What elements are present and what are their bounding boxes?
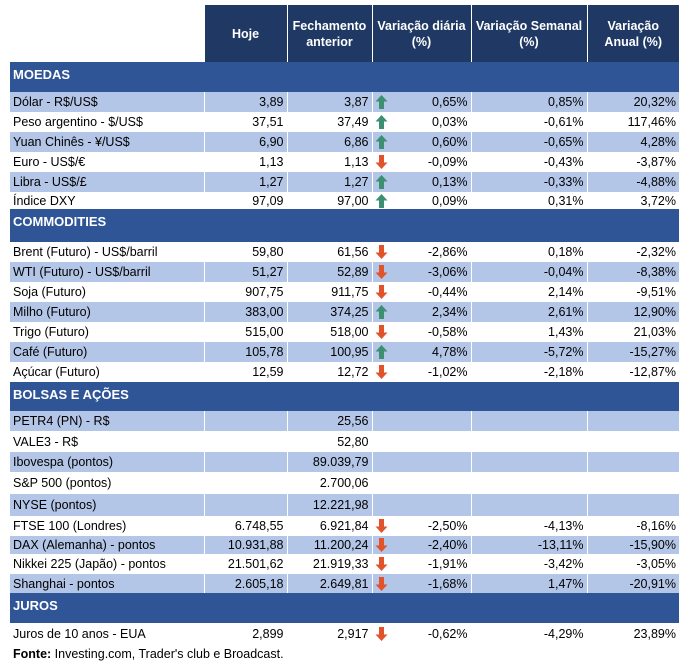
- value-var-semanal: -2,18%: [471, 362, 587, 382]
- arrow-down-icon: [375, 245, 388, 260]
- value-var-diaria: [372, 472, 471, 494]
- var-diaria-text: 4,78%: [432, 345, 468, 359]
- value-hoje: 97,09: [204, 192, 287, 209]
- value-var-diaria: [372, 192, 471, 209]
- table-row: [10, 342, 679, 362]
- value-fechamento: 25,56: [287, 411, 372, 431]
- row-label: FTSE 100 (Londres): [13, 519, 127, 533]
- value-var-diaria: [372, 282, 471, 302]
- table-row: [10, 322, 679, 342]
- value-var-anual: -3,05%: [587, 554, 679, 574]
- value-hoje: [204, 431, 287, 452]
- row-label: VALE3 - R$: [13, 434, 79, 449]
- col-hoje: Hoje: [204, 5, 287, 62]
- market-table: [10, 5, 679, 661]
- header-row: [10, 5, 679, 62]
- value-hoje: 10.931,88: [204, 536, 287, 554]
- value-fechamento: 37,49: [287, 112, 372, 132]
- value-var-diaria: [372, 322, 471, 342]
- table-row: [10, 302, 679, 322]
- value-hoje: 59,80: [204, 242, 287, 262]
- value-fechamento: 11.200,24: [287, 536, 372, 554]
- value-var-diaria: [372, 92, 471, 112]
- row-label: WTI (Futuro) - US$/barril: [10, 262, 204, 282]
- value-hoje: [204, 452, 287, 472]
- value-var-anual: [587, 431, 679, 452]
- value-var-diaria: [372, 132, 471, 152]
- table-row: [10, 92, 679, 112]
- value-hoje: 3,89: [204, 92, 287, 112]
- value-var-diaria: [372, 112, 471, 132]
- table-row: [10, 494, 679, 516]
- var-diaria-text: -1,02%: [427, 365, 468, 379]
- value-var-semanal: [471, 494, 587, 516]
- value-hoje: 6,90: [204, 132, 287, 152]
- row-label: Milho (Futuro): [10, 302, 204, 322]
- value-var-semanal: -0,65%: [471, 132, 587, 152]
- value-var-diaria: [372, 152, 471, 172]
- value-fechamento: 6,86: [287, 132, 372, 152]
- table-row: [10, 623, 679, 645]
- value-hoje: [204, 411, 287, 431]
- table-row: [10, 282, 679, 302]
- value-var-semanal: [471, 452, 587, 472]
- header-blank: [10, 5, 204, 62]
- value-var-diaria: [372, 262, 471, 282]
- value-hoje: 1,13: [204, 152, 287, 172]
- value-fechamento: 12,72: [287, 362, 372, 382]
- value-var-anual: [587, 472, 679, 494]
- table-row: [10, 554, 679, 574]
- arrow-up-icon: [375, 115, 388, 130]
- row-label: Trigo (Futuro): [13, 325, 89, 339]
- var-diaria-text: 0,13%: [432, 175, 468, 189]
- value-var-semanal: -3,42%: [471, 554, 587, 574]
- value-fechamento: 1,27: [287, 172, 372, 192]
- value-var-semanal: 0,18%: [471, 242, 587, 262]
- value-hoje: 105,78: [204, 342, 287, 362]
- section-title: COMMODITIES: [10, 209, 679, 242]
- section-title: MOEDAS: [10, 62, 679, 92]
- row-label: Peso argentino - $/US$: [13, 115, 143, 129]
- col-var-anual: Variação Anual (%): [587, 5, 679, 62]
- value-var-semanal: 1,47%: [471, 574, 587, 593]
- value-var-diaria: [372, 431, 471, 452]
- var-diaria-text: -0,58%: [427, 325, 468, 339]
- arrow-down-icon: [375, 519, 388, 534]
- value-var-anual: -8,16%: [587, 516, 679, 536]
- value-fechamento: 911,75: [287, 282, 372, 302]
- row-label: Juros de 10 anos - EUA: [13, 627, 146, 641]
- arrow-down-icon: [375, 576, 388, 591]
- arrow-up-icon: [375, 305, 388, 320]
- value-hoje: 12,59: [204, 362, 287, 382]
- value-var-diaria: [372, 302, 471, 322]
- row-label: Dólar - R$/US$: [10, 92, 204, 112]
- var-diaria-text: 0,09%: [432, 193, 468, 208]
- arrow-down-icon: [375, 265, 388, 280]
- value-var-semanal: [471, 431, 587, 452]
- value-var-anual: -15,90%: [587, 536, 679, 554]
- row-label: Índice DXY: [13, 193, 76, 208]
- value-var-anual: 12,90%: [587, 302, 679, 322]
- value-var-diaria: [372, 362, 471, 382]
- value-hoje: 21.501,62: [204, 554, 287, 574]
- value-var-anual: -9,51%: [587, 282, 679, 302]
- value-fechamento: 52,89: [287, 262, 372, 282]
- arrow-down-icon: [375, 155, 388, 170]
- value-var-semanal: -4,29%: [471, 623, 587, 645]
- value-hoje: 515,00: [204, 322, 287, 342]
- arrow-down-icon: [375, 538, 388, 553]
- var-diaria-text: -3,06%: [427, 265, 468, 279]
- value-var-semanal: -0,33%: [471, 172, 587, 192]
- col-var-semanal: Variação Semanal (%): [471, 5, 587, 62]
- value-hoje: 2,899: [204, 623, 287, 645]
- value-fechamento: 3,87: [287, 92, 372, 112]
- table-row: [10, 472, 679, 494]
- value-var-diaria: [372, 623, 471, 645]
- source-note: [10, 645, 679, 661]
- value-fechamento: 518,00: [287, 322, 372, 342]
- value-var-semanal: [471, 472, 587, 494]
- table-row: [10, 132, 679, 152]
- value-var-anual: 117,46%: [587, 112, 679, 132]
- row-label: DAX (Alemanha) - pontos: [10, 536, 204, 554]
- var-diaria-text: 2,34%: [432, 305, 468, 319]
- arrow-down-icon: [375, 557, 388, 572]
- value-var-diaria: [372, 554, 471, 574]
- section-header: [10, 382, 679, 411]
- table-row: [10, 574, 679, 593]
- value-hoje: [204, 472, 287, 494]
- value-var-anual: 4,28%: [587, 132, 679, 152]
- value-var-diaria: [372, 494, 471, 516]
- value-var-diaria: [372, 411, 471, 431]
- value-hoje: 907,75: [204, 282, 287, 302]
- value-hoje: 1,27: [204, 172, 287, 192]
- table-row: [10, 411, 679, 431]
- value-var-anual: 21,03%: [587, 322, 679, 342]
- row-label: Euro - US$/€: [13, 155, 86, 169]
- value-var-diaria: [372, 516, 471, 536]
- var-diaria-text: -0,44%: [427, 285, 468, 299]
- section-header: [10, 593, 679, 623]
- value-fechamento: 100,95: [287, 342, 372, 362]
- table-row: [10, 242, 679, 262]
- value-fechamento: 21.919,33: [287, 554, 372, 574]
- value-var-anual: [587, 452, 679, 472]
- row-label: Shanghai - pontos: [10, 574, 204, 593]
- value-fechamento: 6.921,84: [287, 516, 372, 536]
- table-row: [10, 112, 679, 132]
- value-var-semanal: -0,43%: [471, 152, 587, 172]
- value-hoje: 51,27: [204, 262, 287, 282]
- arrow-down-icon: [375, 365, 388, 380]
- value-var-anual: -8,38%: [587, 262, 679, 282]
- arrow-up-icon: [375, 345, 388, 360]
- value-var-diaria: [372, 536, 471, 554]
- table-row: [10, 536, 679, 554]
- value-var-diaria: [372, 242, 471, 262]
- var-diaria-text: -2,86%: [427, 245, 468, 259]
- var-diaria-text: -1,91%: [427, 557, 468, 571]
- section-title: JUROS: [10, 593, 679, 623]
- var-diaria-text: -0,09%: [427, 155, 468, 169]
- value-var-semanal: -0,04%: [471, 262, 587, 282]
- var-diaria-text: 0,65%: [432, 95, 468, 109]
- table-row: [10, 262, 679, 282]
- row-label: Café (Futuro): [10, 342, 204, 362]
- value-var-anual: 20,32%: [587, 92, 679, 112]
- value-hoje: 383,00: [204, 302, 287, 322]
- value-var-diaria: [372, 342, 471, 362]
- row-label: Açúcar (Futuro): [13, 365, 100, 379]
- value-var-diaria: [372, 172, 471, 192]
- value-var-anual: 3,72%: [587, 192, 679, 209]
- value-fechamento: 1,13: [287, 152, 372, 172]
- value-hoje: [204, 494, 287, 516]
- value-var-semanal: 0,31%: [471, 192, 587, 209]
- arrow-up-icon: [375, 193, 388, 208]
- value-hoje: 2.605,18: [204, 574, 287, 593]
- value-fechamento: 374,25: [287, 302, 372, 322]
- var-diaria-text: 0,60%: [432, 135, 468, 149]
- value-fechamento: 89.039,79: [287, 452, 372, 472]
- value-var-semanal: [471, 411, 587, 431]
- row-label: PETR4 (PN) - R$: [10, 411, 204, 431]
- value-var-anual: -20,91%: [587, 574, 679, 593]
- arrow-down-icon: [375, 325, 388, 340]
- value-fechamento: 52,80: [287, 431, 372, 452]
- value-var-anual: -12,87%: [587, 362, 679, 382]
- value-var-semanal: -0,61%: [471, 112, 587, 132]
- value-fechamento: 97,00: [287, 192, 372, 209]
- value-var-semanal: -13,11%: [471, 536, 587, 554]
- value-var-diaria: [372, 452, 471, 472]
- table-row: [10, 152, 679, 172]
- arrow-up-icon: [375, 175, 388, 190]
- var-diaria-text: -1,68%: [427, 576, 468, 591]
- value-var-diaria: [372, 574, 471, 593]
- value-var-anual: -3,87%: [587, 152, 679, 172]
- col-var-diaria: Variação diária (%): [372, 5, 471, 62]
- value-var-anual: 23,89%: [587, 623, 679, 645]
- row-label: Brent (Futuro) - US$/barril: [13, 245, 158, 259]
- var-diaria-text: -2,50%: [427, 519, 468, 533]
- row-label: Ibovespa (pontos): [10, 452, 204, 472]
- row-label: S&P 500 (pontos): [13, 476, 112, 490]
- table-row: [10, 172, 679, 192]
- value-hoje: 6.748,55: [204, 516, 287, 536]
- var-diaria-text: -0,62%: [427, 627, 468, 641]
- value-var-semanal: -5,72%: [471, 342, 587, 362]
- table-row: [10, 452, 679, 472]
- arrow-up-icon: [375, 95, 388, 110]
- source-row: [10, 645, 679, 661]
- section-header: [10, 62, 679, 92]
- table-row: [10, 362, 679, 382]
- value-var-semanal: 0,85%: [471, 92, 587, 112]
- value-fechamento: 2,917: [287, 623, 372, 645]
- arrow-down-icon: [375, 285, 388, 300]
- row-label: NYSE (pontos): [10, 494, 204, 516]
- value-fechamento: 2.649,81: [287, 574, 372, 593]
- value-var-anual: -2,32%: [587, 242, 679, 262]
- var-diaria-text: 0,03%: [432, 115, 468, 129]
- value-var-semanal: 1,43%: [471, 322, 587, 342]
- source-prefix: Fonte:: [13, 647, 52, 661]
- value-fechamento: 61,56: [287, 242, 372, 262]
- arrow-down-icon: [375, 627, 388, 642]
- value-hoje: 37,51: [204, 112, 287, 132]
- section-title: BOLSAS E AÇÕES: [10, 382, 679, 411]
- value-var-semanal: 2,61%: [471, 302, 587, 322]
- row-label: Soja (Futuro): [13, 285, 86, 299]
- value-fechamento: 12.221,98: [287, 494, 372, 516]
- value-var-anual: -15,27%: [587, 342, 679, 362]
- row-label: Yuan Chinês - ¥/US$: [10, 132, 204, 152]
- value-var-semanal: -4,13%: [471, 516, 587, 536]
- value-var-anual: [587, 411, 679, 431]
- table-row: [10, 431, 679, 452]
- value-var-anual: [587, 494, 679, 516]
- arrow-up-icon: [375, 135, 388, 150]
- row-label: Nikkei 225 (Japão) - pontos: [13, 557, 166, 571]
- var-diaria-text: -2,40%: [427, 538, 468, 552]
- table-row: [10, 516, 679, 536]
- section-header: [10, 209, 679, 242]
- value-var-anual: -4,88%: [587, 172, 679, 192]
- source-text: Investing.com, Trader's club e Broadcast.: [51, 647, 284, 661]
- row-label: Libra - US$/£: [10, 172, 204, 192]
- value-fechamento: 2.700,06: [287, 472, 372, 494]
- table-row: [10, 192, 679, 209]
- col-fechamento: Fechamento anterior: [287, 5, 372, 62]
- value-var-semanal: 2,14%: [471, 282, 587, 302]
